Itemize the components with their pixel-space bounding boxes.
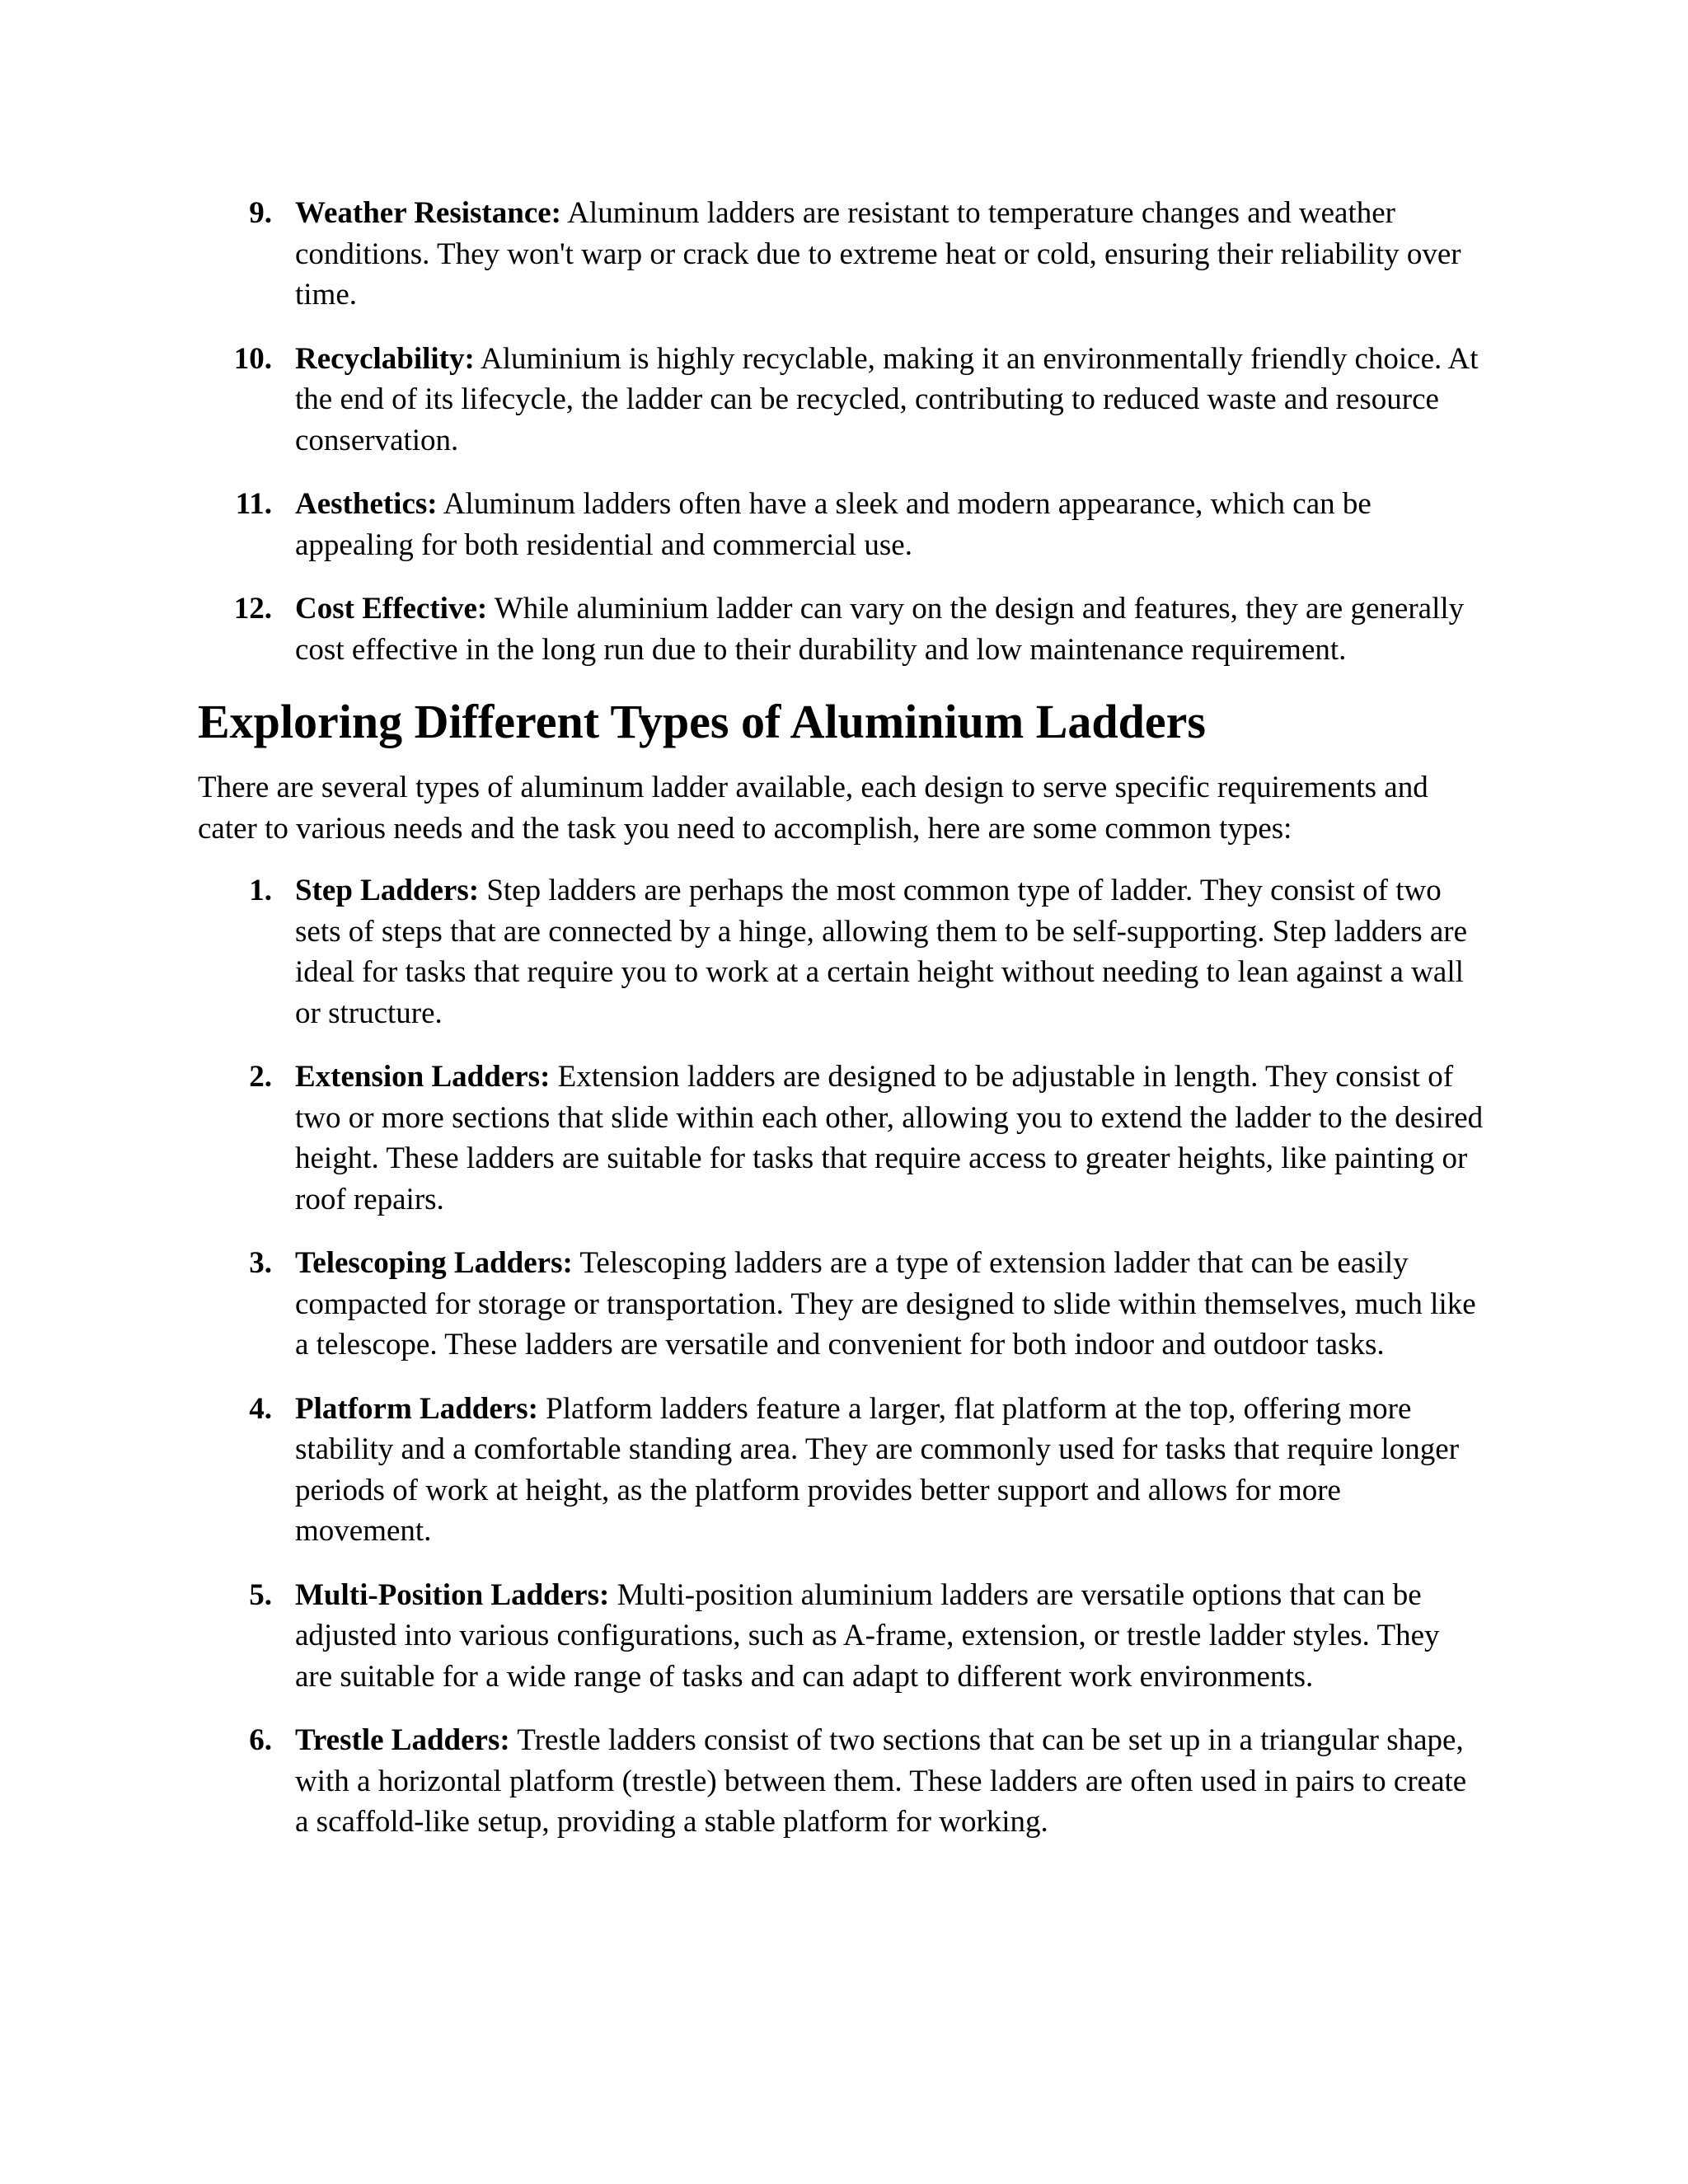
list-item-number: 4. [249, 1391, 272, 1426]
list-item-term: Extension Ladders: [295, 1060, 551, 1094]
document-page [198, 193, 1484, 1866]
list-item-text: Extension ladders are designed to be adjustable in length. They consist of two or more sections that slide within each other, allowing you to extend the ladder to the desired height. These ladders are suitable for tasks that require access to greater heights, like painting or roof repairs. [295, 1060, 1484, 1216]
list-item-term: Telescoping Ladders: [295, 1246, 573, 1280]
list-item-number: 5. [249, 1577, 272, 1612]
list-item-text: Step ladders are perhaps the most common type of ladder. They consist of two sets of steps that are connected by a hinge, allowing them to be self-supporting. Step ladders are ideal for tasks that require you to work at a certain height without needing to lean against a wall or structure. [295, 874, 1468, 1030]
list-item [198, 484, 1484, 565]
list-item-number: 3. [249, 1246, 272, 1280]
list-item-text: Aluminum ladders are resistant to temperature changes and weather conditions. They won't warp or crack due to extreme heat or cold, ensuring their reliability over time. [295, 196, 1461, 312]
list-item-text: Multi-position aluminium ladders are versatile options that can be adjusted into various configurations, such as A-frame, extension, or trestle ladder styles. They are suitable for a wide range of tasks and can adapt to different work environments. [295, 1577, 1440, 1694]
list-item [198, 1057, 1484, 1220]
list-item-text: While aluminium ladder can vary on the design and features, they are generally cost effective in the long run due to their durability and low maintenance requirement. [295, 592, 1465, 667]
list-item-text: Trestle ladders consist of two sections that can be set up in a triangular shape, with a horizontal platform (trestle) between them. These ladders are often used in pairs to create a scaffold-like setup, providing a stable platform for working. [295, 1723, 1467, 1839]
list-item-term: Aesthetics: [295, 487, 438, 521]
list-item-number: 11. [235, 487, 272, 521]
list-item [198, 1243, 1484, 1366]
list-item [198, 588, 1484, 670]
list-item-term: Recyclability: [295, 341, 475, 376]
list-item [198, 870, 1484, 1033]
section-heading: Exploring Different Types of Aluminium Ladders [198, 695, 1206, 748]
list-item-number: 1. [249, 874, 272, 907]
list-item-text: Platform ladders feature a larger, flat platform at the top, offering more stability and a comfortable standing area. They are commonly used for tasks that require longer periods of work at height, as the platform provides better support and allows for more movement. [295, 1391, 1460, 1548]
list-item-term: Cost Effective: [295, 592, 488, 626]
list-item-text: Aluminum ladders often have a sleek and modern appearance, which can be appealing for both residential and commercial use. [295, 487, 1372, 562]
list-item [198, 1575, 1484, 1698]
list-item [198, 1720, 1484, 1843]
list-item-term: Step Ladders: [295, 874, 480, 907]
list-item-number: 10. [233, 341, 272, 376]
list-item-number: 2. [249, 1060, 272, 1094]
list-item [198, 339, 1484, 462]
list-item-number: 9. [249, 196, 272, 230]
ladder-types-list [198, 870, 1484, 1843]
list-item-term: Platform Ladders: [295, 1391, 538, 1426]
list-item-text: Aluminium is highly recyclable, making it an environmentally friendly choice. At the end of its lifecycle, the ladder can be recycled, contributing to reduced waste and resource conservation. [295, 341, 1479, 457]
list-item-number: 12. [233, 592, 272, 626]
list-item-number: 6. [249, 1723, 272, 1757]
list-item [198, 193, 1484, 316]
list-item-text: Telescoping ladders are a type of extension ladder that can be easily compacted for storage or transportation. They are designed to slide within themselves, much like a telescope. These ladders are versatile and convenient for both indoor and outdoor tasks. [295, 1246, 1476, 1361]
section-intro: There are several types of aluminum ladder available, each design to serve specific requirements and cater to various needs and the task you need to accomplish, here are some common types: [198, 771, 1428, 846]
list-item-term: Weather Resistance: [295, 196, 561, 230]
list-item-term: Trestle Ladders: [295, 1723, 510, 1757]
benefits-list-continued [198, 193, 1484, 670]
list-item-term: Multi-Position Ladders: [295, 1577, 610, 1612]
list-item [198, 1389, 1484, 1552]
